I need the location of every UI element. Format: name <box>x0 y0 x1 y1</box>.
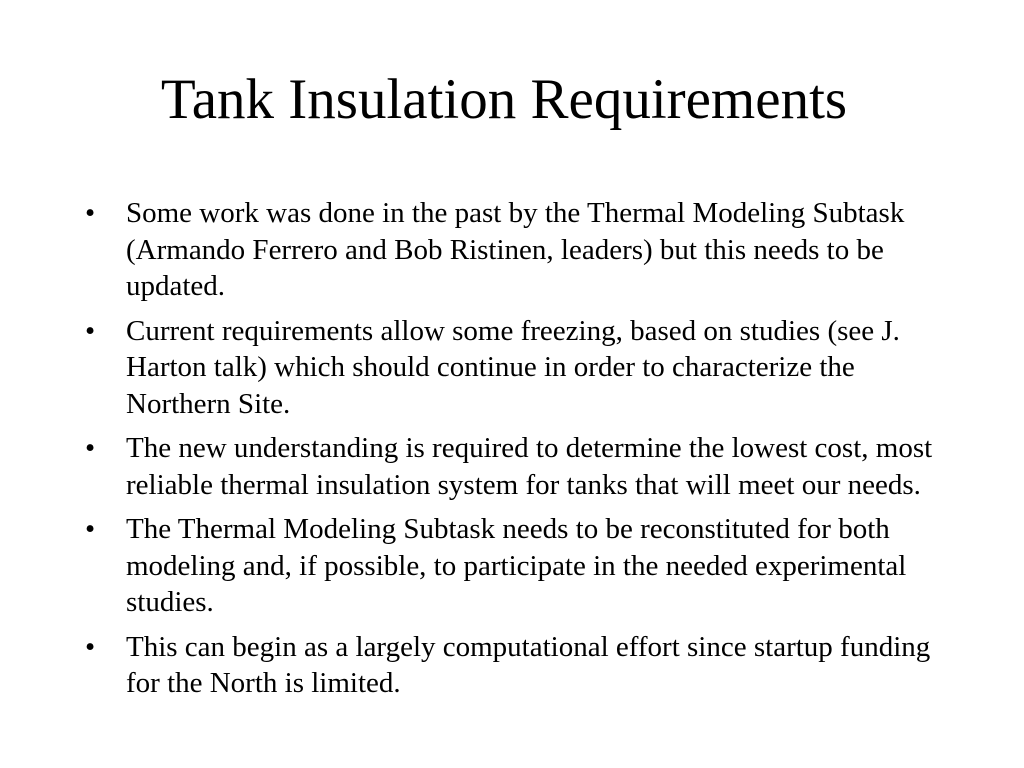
slide-title: Tank Insulation Requirements <box>160 68 848 131</box>
bullet-marker: • <box>85 314 96 347</box>
bullet-text: The Thermal Modeling Subtask needs to be reconstituted for both modeling and, if possible, to participate in the needed experimental studies. <box>126 513 907 618</box>
bullet-marker: • <box>85 630 96 663</box>
bullet-marker: • <box>85 513 96 545</box>
bullet-marker: • <box>85 197 96 229</box>
bullet-item <box>85 313 945 423</box>
bullet-marker: • <box>85 432 96 464</box>
bullet-text: This can begin as a largely computational effort since startup funding for the North is limited. <box>126 630 931 699</box>
bullet-list <box>85 195 945 710</box>
bullet-text: The new understanding is required to determine the lowest cost, most reliable thermal insulation system for tanks that will meet our needs. <box>126 432 933 501</box>
bullet-text: Current requirements allow some freezing, based on studies (see J. Harton talk) which should continue in order to characterize the Northern Site. <box>126 314 900 420</box>
bullet-item <box>85 430 945 503</box>
bullet-item <box>85 195 945 305</box>
bullet-item <box>85 511 945 621</box>
bullet-text: Some work was done in the past by the Thermal Modeling Subtask (Armando Ferrero and Bob Ristinen, leaders) but this needs to be updated. <box>126 197 905 302</box>
bullet-item <box>85 629 945 702</box>
